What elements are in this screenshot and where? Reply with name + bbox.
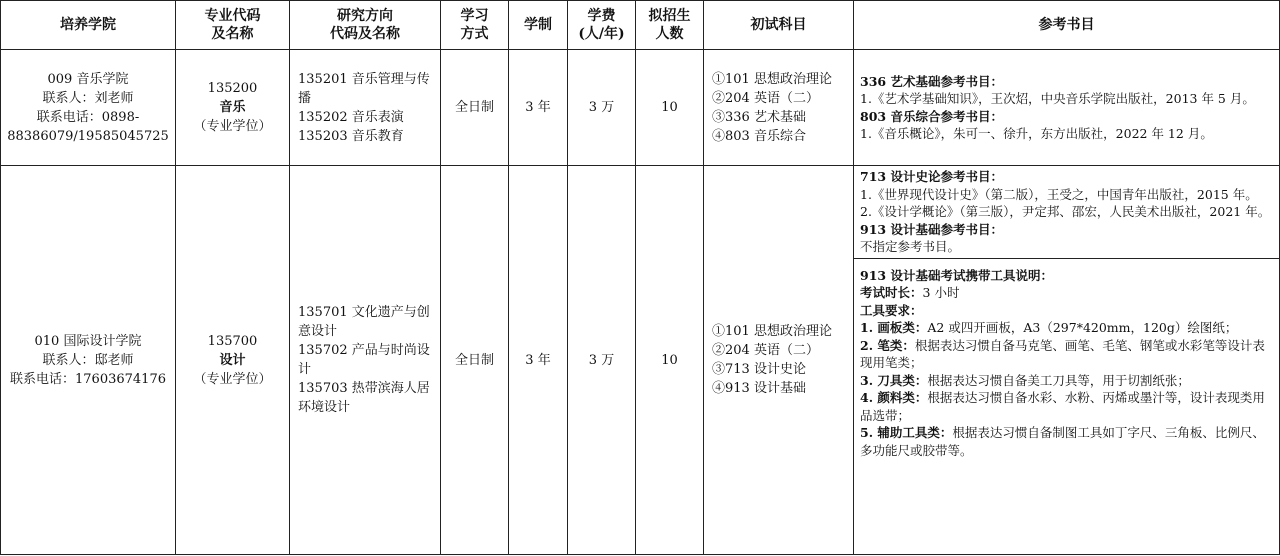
header-direction: 研究方向 代码及名称 — [290, 1, 441, 50]
header-years: 学制 — [509, 1, 568, 50]
header-row — [1, 1, 1280, 50]
years-cell: 3 年 — [509, 50, 568, 166]
fee-cell: 3 万 — [568, 166, 636, 555]
college-cell: 009 音乐学院 联系人：刘老师 联系电话：0898- 88386079/19585045725 — [1, 50, 176, 166]
subjects-cell: ①101 思想政治理论 ②204 英语（二） ③713 设计史论 ④913 设计基础 — [704, 166, 854, 555]
references-cell: 713 设计史论参考书目： 1.《世界现代设计史》（第二版），王受之，中国青年出版社，2015 年。 2.《设计学概论》（第三版），尹定邦、邵宏，人民美术出版社，2021 年。 913 设计基础参考书目： 不指定参考书目。 913 设计基础考试携带工具说明： 考试时长：3 小时 工具要求： 1. 画板类：A2 或四开画板，A3（297*420mm，120g）绘图纸； 2. 笔类：根据表达习惯自备马克笔、画笔、毛笔、钢笔或水彩笔等设计表现用笔类； 3. 刀具类：根据表达习惯自备美工刀具等，用于切割纸张； 4. 颜料类：根据表达习惯自备水彩、水粉、丙烯或墨汁等，设计表现类用品选带； 5. 辅助工具类：根据表达习惯自备制图工具如丁字尺、三角板、比例尺、多功能尺或胶带等。 — [854, 166, 1280, 555]
mode-cell: 全日制 — [441, 166, 509, 555]
quota-cell: 10 — [636, 166, 704, 555]
tool-item: 5. 辅助工具类：根据表达习惯自备制图工具如丁字尺、三角板、比例尺、多功能尺或胶带等。 — [860, 425, 1265, 458]
tools-section: 913 设计基础考试携带工具说明： 考试时长：3 小时 工具要求： 1. 画板类：A2 或四开画板，A3（297*420mm，120g）绘图纸； 2. 笔类：根据表达习惯自备马克笔、画笔、毛笔、钢笔或水彩笔等设计表现用笔类； 3. 刀具类：根据表达习惯自备美工刀具等，用于切割纸张； 4. 颜料类：根据表达习惯自备水彩、水粉、丙烯或墨汁等，设计表现类用品选带； 5. 辅助工具类：根据表达习惯自备制图工具如丁字尺、三角板、比例尺、多功能尺或胶带等。 — [854, 258, 1279, 460]
header-college: 培养学院 — [1, 1, 176, 50]
header-major: 专业代码 及名称 — [176, 1, 290, 50]
header-fee: 学费 (人/年) — [568, 1, 636, 50]
subjects-cell: ①101 思想政治理论 ②204 英语（二） ③336 艺术基础 ④803 音乐综合 — [704, 50, 854, 166]
major-cell: 135700 设计 （专业学位） — [176, 166, 290, 555]
direction-cell: 135201 音乐管理与传播 135202 音乐表演 135203 音乐教育 — [290, 50, 441, 166]
mode-cell: 全日制 — [441, 50, 509, 166]
table-row — [1, 50, 1280, 166]
table-row — [1, 166, 1280, 555]
quota-cell: 10 — [636, 50, 704, 166]
header-quota: 拟招生 人数 — [636, 1, 704, 50]
header-subjects: 初试科目 — [704, 1, 854, 50]
college-cell: 010 国际设计学院 联系人：邸老师 联系电话：17603674176 — [1, 166, 176, 555]
tool-item: 1. 画板类：A2 或四开画板，A3（297*420mm，120g）绘图纸； — [860, 320, 1238, 335]
tool-item: 2. 笔类：根据表达习惯自备马克笔、画笔、毛笔、钢笔或水彩笔等设计表现用笔类； — [860, 337, 1265, 370]
header-mode: 学习 方式 — [441, 1, 509, 50]
tool-item: 3. 刀具类：根据表达习惯自备美工刀具等，用于切割纸张； — [860, 372, 1190, 388]
direction-cell: 135701 文化遗产与创意设计 135702 产品与时尚设计 135703 热带滨海人居环境设计 — [290, 166, 441, 555]
years-cell: 3 年 — [509, 166, 568, 555]
fee-cell: 3 万 — [568, 50, 636, 166]
major-cell: 135200 音乐 （专业学位） — [176, 50, 290, 166]
tool-item: 4. 颜料类：根据表达习惯自备水彩、水粉、丙烯或墨汁等，设计表现类用品选带； — [860, 390, 1265, 423]
references-cell: 336 艺术基础参考书目： 1.《艺术学基础知识》，王次炤，中央音乐学院出版社，2013 年 5 月。 803 音乐综合参考书目： 1.《音乐概论》，朱可一、徐升，东方出版社，2022 年 12 月。 — [854, 50, 1280, 166]
header-references: 参考书目 — [854, 1, 1280, 50]
